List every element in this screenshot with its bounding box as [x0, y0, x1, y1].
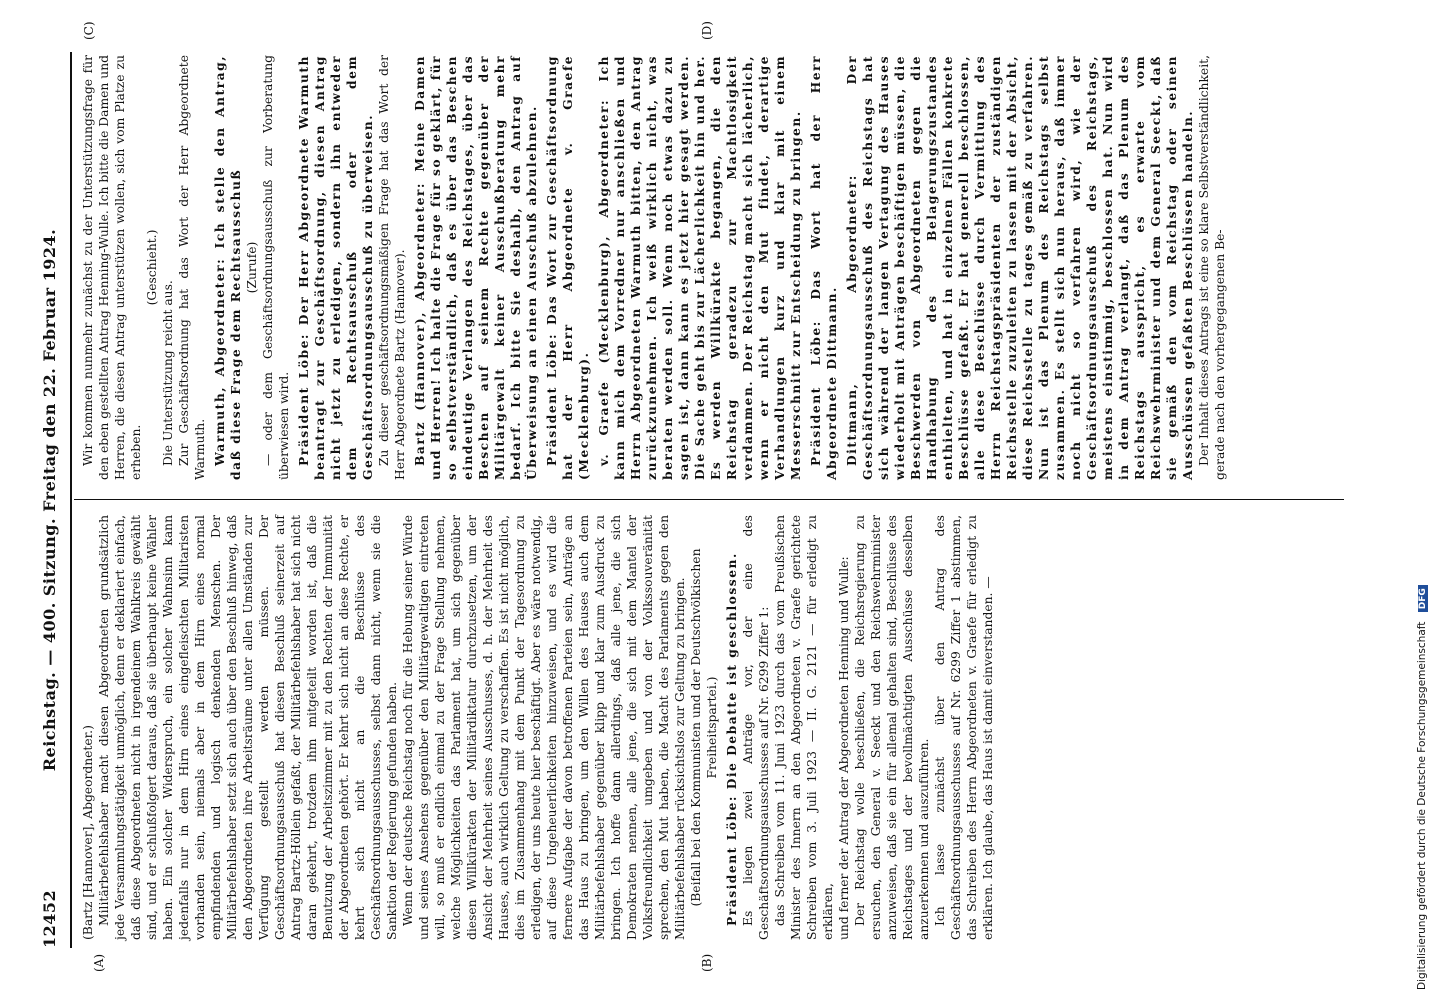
- page-title: Reichstag. — 400. Sitzung. Freitag den 22. Februar 1924.: [40, 228, 59, 772]
- left-column: [80, 515, 996, 940]
- stage-note: (Geschieht.): [145, 229, 159, 306]
- paragraph: Der Inhalt dieses Antrags ist eine so klare Selbstverständlichkeit, gerade nach den vorhergegangenen Be-: [1197, 55, 1227, 480]
- header-rule: [70, 52, 72, 948]
- margin-marker-a: (A): [92, 953, 106, 972]
- president-statement: Präsident Löbe: Das Wort hat der Herr Abgeordnete Dittmann.: [808, 55, 839, 480]
- right-column: [80, 55, 1228, 480]
- president-statement: Präsident Löbe: Die Debatte ist geschlossen.: [724, 552, 739, 926]
- speaker-statement: Dittmann, Abgeordneter: Der Geschäftsordnungsausschuß des Reichstags hat sich während der langen Vertagung des Hauses wiederholt mit Anträgen beschäftigen müssen, die Beschwerden von Abgeordneten gegen die Handhabung des Belagerungszustandes enthielten, und hat in einzelnen Fällen konkrete Beschlüsse gefaßt. Er hat generell beschlossen, alle diese Beschlüsse durch Vermittlung des Herrn Reichstagspräsidenten der zuständigen Reichsstelle zuzuleiten zu lassen mit der Absicht, diese Reichsstelle zu tages gemäß zu verfahren. Nun ist das Plenum des Reichstags selbst zusammen. Es stellt sich nun heraus, daß immer noch nicht so verfahren wird, wie der Geschäftsordnungsausschuß des Reichstags, meistens einstimmig, beschlossen hat. Nun wird in dem Antrag verlangt, daß das Plenum des Reichstags ausspricht, es erwarte vom Reichswehrminister und dem General Seeckt, daß sie gemäß den vom Reichstag oder seinen Ausschüssen gefaßten Beschlüssen handeln.: [844, 55, 1195, 480]
- paragraph: und ferner der Antrag der Abgeordneten Henning und Wulle:: [837, 556, 851, 940]
- digitization-credit: [1416, 10, 1432, 990]
- quoted-motion: Der Reichstag wolle beschließen, die Reichsregierung zu ersuchen, den General v. Seeckt und den Reichswehrminister anzuweisen, daß sie ein für allemal gehalten sind, Beschlüsse des Reichstages und der bevollmächtigten Ausschüsse desselben anzuerkennen und auszuführen.: [853, 515, 931, 940]
- paragraph: Die Unterstützung reicht aus.: [161, 280, 175, 466]
- paragraph: Wenn der deutsche Reichstag noch für die Hebung seiner Würde und seines Ansehens gegenüber den Militärgewaltigen eintreten will, so muß er endlich einmal zu der Frage Stellung nehmen, welche Möglichkeiten das Parlament hat, um sich gegenüber diesen Willkürakten der Militärdiktatur durchzusetzen, um der Ansicht der Mehrheit seines Ausschusses, d. h. der Mehrheit des Hauses, auch wirklich Geltung zu verschaffen. Es ist nicht möglich, dies im Zusammenhang mit dem Punkt der Tagesordnung zu erledigen, der uns heute hier beschäftigt. Aber es wäre notwendig, auf diese Ungeheuerlichkeiten hinzuweisen, und es wird die fernere Aufgabe der davon betroffenen Parteien sein, Anträge an das Haus zu bringen, um den Willen des Hauses auch dem Militärbefehlshaber gegenüber klipp und klar zum Ausdruck zu bringen. Ich hoffe dann allerdings, daß alle jene, die sich Demokraten nennen, alle jene, die sich mit dem Mantel der Volksfreundlichkeit umgeben und von der Volkssouveränität sprechen, den Mut haben, die Macht des Parlaments gegen den Militärbefehlshaber rücksichtslos zur Geltung zu bringen.: [401, 515, 687, 940]
- margin-marker-d: (D): [700, 21, 714, 40]
- paragraph: Ich lasse zunächst über den Antrag des Geschäftsordnungsausschusses auf Nr. 6299 Ziffer 1 abstimmen, das Schreiben des Herrn Abgeordneten v. Graefe für erledigt zu erklären. Ich glaube, das Haus ist damit einverstanden. —: [933, 515, 995, 940]
- page-number: 12452: [40, 889, 59, 948]
- paragraph: — oder dem Geschäftsordnungsausschuß zur Vorberatung überwiesen wird.: [261, 55, 291, 480]
- quoted-motion: das Schreiben vom 11. Juni 1923 durch das vom Preußischen Minister des Innern an den Abgeordneten v. Graefe gerichtete Schreiben vom 3. Juli 1923 — II. G. 2121 — für erledigt zu erklären,: [773, 515, 835, 940]
- credit-text: Digitalisierung gefördert durch die Deutsche Forschungsgemeinschaft: [1416, 621, 1428, 990]
- margin-marker-c: (C): [82, 21, 96, 40]
- paragraph: Wir kommen nunmehr zunächst zu der Unterstützungsfrage für den eben gestellten Antrag Henning-Wulle. Ich bitte die Damen und Herren, die diesen Antrag unterstützen wollen, sich vom Platze zu erheben.: [81, 55, 143, 480]
- paragraph: Zur Geschäftsordnung hat das Wort der Herr Abgeordnete Warmuth.: [177, 55, 207, 480]
- speaker-statement: Warmuth, Abgeordneter: Ich stelle den Antrag, daß diese Frage dem Rechtsausschuß: [212, 55, 243, 480]
- paragraph: Es liegen zwei Anträge vor, der eine des Geschäftsordnungsausschusses auf Nr. 6299 Ziffer 1:: [741, 515, 771, 940]
- speaker-statement: v. Graefe (Mecklenburg), Abgeordneter: Ich kann mich dem Vorredner nur anschließen und Herrn Abgeordneten Warmuth bitten, den Antrag zurückzunehmen. Ich weiß wirklich nicht, was beraten werden soll. Wenn noch etwas dazu zu sagen ist, dann kann es jetzt hier gesagt werden. Die Sache geht bis zur Lächerlichkeit hin und her. Es werden Willkürakte begangen, die den Reichstag geradezu zur Machtlosigkeit verdammen. Der Reichstag macht sich lächerlich, wenn er nicht den Mut findet, derartige Verhandlungen kurz und klar mit einem Messerschnitt zur Entscheidung zu bringen.: [596, 55, 803, 480]
- margin-marker-b: (B): [700, 953, 714, 972]
- column-divider: [74, 499, 1344, 500]
- president-statement: Präsident Löbe: Das Wort zur Geschäftsordnung hat der Herr Abgeordnete v. Graefe (Mecklenburg).: [544, 55, 591, 480]
- stage-note: (Zurufe): [245, 241, 259, 294]
- president-statement: Präsident Löbe: Der Herr Abgeordnete Warmuth beantragt zur Geschäftsordnung, diesen Antrag nicht jetzt zu erledigen, sondern ihn entweder dem Rechtsausschuß oder dem Geschäftsordnungsausschuß zu überweisen.: [296, 55, 375, 480]
- dfg-logo: DFG: [1418, 585, 1428, 612]
- speaker-statement: Bartz (Hannover), Abgeordneter: Meine Damen und Herren! Ich halte die Frage für so geklärt, für so selbstverständlich, daß es über das Beschen eindeutige Verlangen des Reichstages, über das Beschen auf seinem Rechte gegenüber der Militärgewalt keiner Ausschußberatung mehr bedarf. Ich bitte Sie deshalb, den Antrag auf Überweisung an einen Ausschuß abzulehnen.: [412, 55, 539, 480]
- page-header: [40, 52, 66, 948]
- applause-note: (Beifall bei den Kommunisten und der Deutschvölkischen Freiheitspartei.): [689, 548, 719, 907]
- paragraph: Militärbefehlshaber macht diesen Abgeordneten grundsätzlich jede Versammlungstätigkeit unmöglich, denn er deklariert einfach, daß diese Abgeordneten nicht in irgendeinem Wahlkreis gewählt sind, und er schlußfolgert daraus, daß sie überhaupt keine Wähler haben. Ein solcher Widerspruch, ein solcher Wahnsinn kann jedenfalls nur in dem Hirn eines eingefleischten Militaristen vorhanden sein, niemals aber in dem Hirn eines normal empfindenden und logisch denkenden Menschen. Der Militärbefehlshaber setzt sich auch über den Beschluß hinweg, daß den Abgeordneten ihre Arbeitsräume unter allen Umständen zur Verfügung gestellt werden müssen. Der Geschäftsordnungsausschuß hat diesen Beschluß seinerzeit auf Antrag Bartz-Höllein gefaßt, der Militärbefehlshaber hat sich nicht daran gekehrt, trotzdem ihm mitgeteilt worden ist, daß die Benutzung der Arbeitszimmer mit zu den Rechten der Immunität der Abgeordneten gehört. Er kehrt sich nicht an diese Rechte, er kehrt sich nicht an die Beschlüsse des Geschäftsordnungsausschusses, selbst dann nicht, wenn sie die Sanktion der Regierung gefunden haben.: [97, 515, 399, 940]
- paragraph: Zu dieser geschäftsordnungsmäßigen Frage hat das Wort der Herr Abgeordnete Bartz (Hannover).: [377, 55, 407, 480]
- speaker-continuation: (Bartz [Hannover], Abgeordneter.): [81, 725, 95, 940]
